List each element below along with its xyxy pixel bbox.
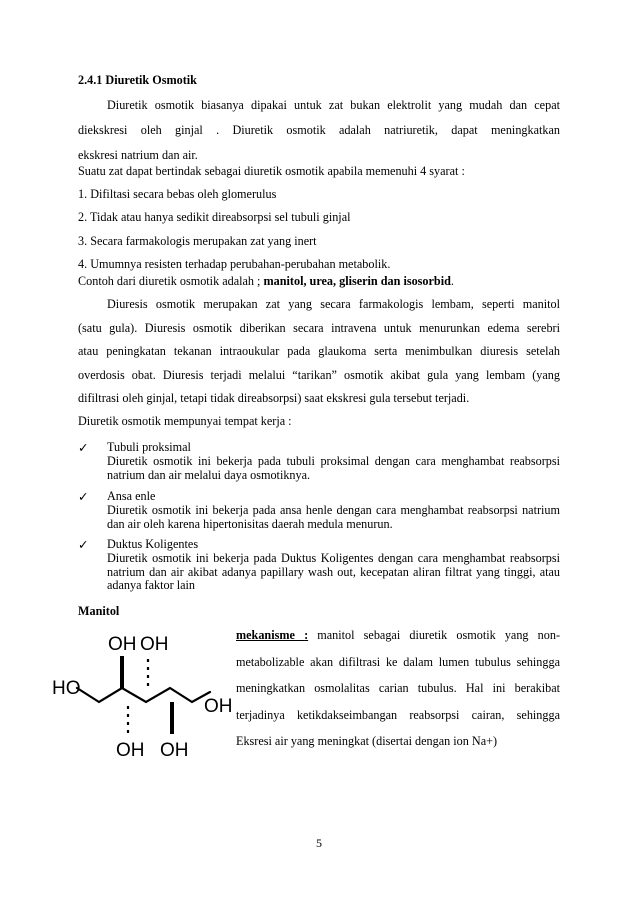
oh-label: OH	[140, 634, 169, 655]
ho-label: HO	[52, 678, 81, 699]
page-number: 5	[316, 836, 322, 850]
hashed-bonds	[128, 659, 148, 733]
oh-label: OH	[108, 634, 137, 655]
mechanism-colon: :	[304, 628, 309, 642]
mannitol-structure-diagram	[52, 632, 232, 762]
intro-line-2: diekskresi oleh ginjal . Diuretik osmotik adalah natriuretik, dapat meningkatkan	[78, 123, 560, 137]
mechanism-text: manitol sebagai diuretik osmotik yang non-metabolizable akan difiltrasi ke dalam lumen tubulus sehingga meningkatkan osmolalitas carian tubulus. Hal ini berakibat terjadinya ketikdakseimbangan reabsorpsi cairan, sehingga Eksresi air yang meningkat (disertai dengan ion Na+)	[236, 628, 561, 748]
site-description: Diuretik osmotik ini bekerja pada Duktus Koligentes dengan cara menghambat reabsorpsi natrium dan air akibat adanya papillary wash out, kecepatan aliran filtrat yang tinggi, atau adanya faktor lain	[107, 551, 560, 593]
para2-line: overdosis obat. Diuresis terjadi melalui “tarikan” osmotik akibat gula yang lembam (yang	[78, 368, 560, 382]
requirement-item: 1. Difiltasi secara bebas oleh glomerulus	[78, 187, 277, 201]
para2-line: (satu gula). Diuresis osmotik diberikan secara intravena untuk menurunkan edema serebri	[78, 321, 560, 335]
checkmark-icon: ✓	[78, 441, 89, 455]
section-heading: 2.4.1 Diuretik Osmotik	[78, 73, 197, 87]
checkmark-icon: ✓	[78, 538, 89, 552]
wedge-bond	[170, 702, 174, 734]
requirements-intro: Suatu zat dapat bertindak sebagai diuretik osmotik apabila memenuhi 4 syarat :	[78, 164, 465, 178]
examples-line	[78, 273, 560, 289]
para2-line: difiltrasi oleh ginjal, tetapi tidak direabsorpsi) saat ekskresi gula tersebut terjadi.	[78, 391, 470, 405]
mechanism-paragraph	[236, 622, 560, 755]
examples-bold: manitol, urea, gliserin dan isosorbid	[263, 274, 451, 288]
wedge-bond	[120, 656, 124, 688]
mechanism-label: mekanisme	[236, 628, 305, 642]
site-title: Tubuli proksimal	[107, 440, 191, 454]
site-title: Ansa enle	[107, 489, 156, 503]
workplace-intro: Diuretik osmotik mempunyai tempat kerja :	[78, 414, 292, 428]
examples-prefix: Contoh dari diuretik osmotik adalah ;	[78, 274, 264, 288]
site-description: Diuretik osmotik ini bekerja pada ansa henle dengan cara menghambat reabsorpsi natrium dan air oleh karena hipertonisitas daerah medula menurun.	[107, 503, 560, 531]
intro-line-1: Diuretik osmotik biasanya dipakai untuk zat bukan elektrolit yang mudah dan cepat	[107, 98, 560, 112]
requirement-item: 3. Secara farmakologis merupakan zat yang inert	[78, 234, 317, 248]
site-description: Diuretik osmotik ini bekerja pada tubuli proksimal dengan cara menghambat reabsorpsi natrium dan air melalui daya osmotiknya.	[107, 454, 560, 482]
para2-line: atau peningkatan tekanan intraoukular pada glaukoma serta menimbulkan diuresis setelah	[78, 344, 560, 358]
checkmark-icon: ✓	[78, 490, 89, 504]
oh-label: OH	[204, 696, 232, 717]
site-title: Duktus Koligentes	[107, 537, 199, 551]
manitol-heading: Manitol	[78, 604, 120, 618]
examples-suffix: .	[450, 274, 454, 288]
oh-label: OH	[160, 740, 189, 761]
requirement-item: 2. Tidak atau hanya sedikit direabsorpsi sel tubuli ginjal	[78, 210, 351, 224]
requirement-item: 4. Umumnya resisten terhadap perubahan-perubahan metabolik.	[78, 257, 391, 271]
oh-label: OH	[116, 740, 145, 761]
para2-line: Diuresis osmotik merupakan zat yang secara farmakologis lembam, seperti manitol	[107, 297, 560, 311]
carbon-chain	[77, 688, 210, 702]
intro-line-3: ekskresi natrium dan air.	[78, 148, 198, 162]
